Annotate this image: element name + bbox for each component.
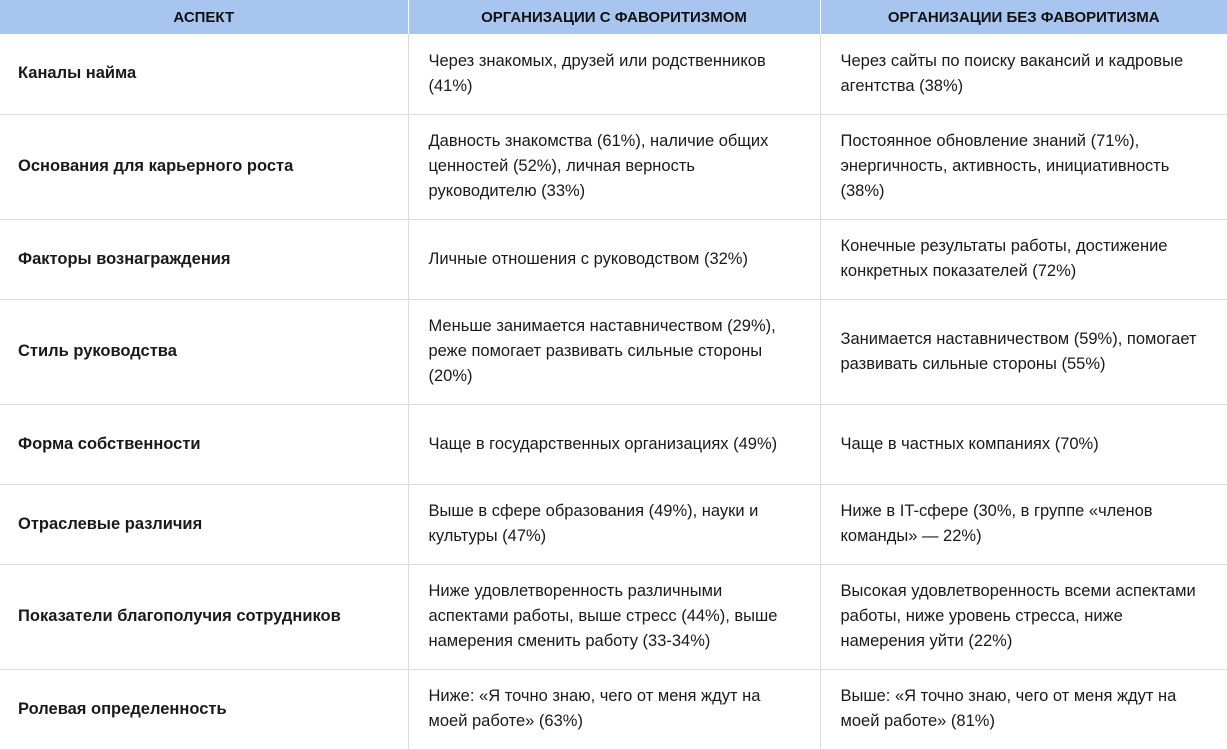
table-row	[0, 114, 1227, 219]
table-row	[0, 299, 1227, 404]
table-row	[0, 484, 1227, 564]
header-with-favoritism: ОРГАНИЗАЦИИ С ФАВОРИТИЗМОМ	[408, 0, 820, 34]
table-row	[0, 34, 1227, 114]
without-favoritism-cell: Высокая удовлетворенность всеми аспектами работы, ниже уровень стресса, ниже намерения уйти (22%)	[820, 564, 1227, 669]
with-favoritism-cell: Личные отношения с руководством (32%)	[408, 219, 820, 299]
without-favoritism-cell: Выше: «Я точно знаю, чего от меня ждут на моей работе» (81%)	[820, 669, 1227, 749]
aspect-cell: Показатели благополучия сотрудников	[0, 564, 408, 669]
without-favoritism-cell: Через сайты по поиску вакансий и кадровые агентства (38%)	[820, 34, 1227, 114]
without-favoritism-cell: Конечные результаты работы, достижение конкретных показателей (72%)	[820, 219, 1227, 299]
header-row	[0, 0, 1227, 34]
aspect-cell: Ролевая определенность	[0, 669, 408, 749]
table-body	[0, 34, 1227, 749]
table-row	[0, 404, 1227, 484]
with-favoritism-cell: Меньше занимается наставничеством (29%), реже помогает развивать сильные стороны (20%)	[408, 299, 820, 404]
with-favoritism-cell: Ниже удовлетворенность различными аспектами работы, выше стресс (44%), выше намерения сменить работу (33-34%)	[408, 564, 820, 669]
without-favoritism-cell: Ниже в IT-сфере (30%, в группе «членов команды» — 22%)	[820, 484, 1227, 564]
aspect-cell: Основания для карьерного роста	[0, 114, 408, 219]
aspect-cell: Каналы найма	[0, 34, 408, 114]
with-favoritism-cell: Давность знакомства (61%), наличие общих ценностей (52%), личная верность руководителю (33%)	[408, 114, 820, 219]
table-header	[0, 0, 1227, 34]
aspect-cell: Форма собственности	[0, 404, 408, 484]
without-favoritism-cell: Занимается наставничеством (59%), помогает развивать сильные стороны (55%)	[820, 299, 1227, 404]
without-favoritism-cell: Чаще в частных компаниях (70%)	[820, 404, 1227, 484]
aspect-cell: Факторы вознаграждения	[0, 219, 408, 299]
table-row	[0, 564, 1227, 669]
aspect-cell: Отраслевые различия	[0, 484, 408, 564]
with-favoritism-cell: Через знакомых, друзей или родственников (41%)	[408, 34, 820, 114]
without-favoritism-cell: Постоянное обновление знаний (71%), энергичность, активность, инициативность (38%)	[820, 114, 1227, 219]
header-without-favoritism: ОРГАНИЗАЦИИ БЕЗ ФАВОРИТИЗМА	[820, 0, 1227, 34]
with-favoritism-cell: Ниже: «Я точно знаю, чего от меня ждут на моей работе» (63%)	[408, 669, 820, 749]
with-favoritism-cell: Чаще в государственных организациях (49%)	[408, 404, 820, 484]
table-row	[0, 219, 1227, 299]
header-aspect: АСПЕКТ	[0, 0, 408, 34]
aspect-cell: Стиль руководства	[0, 299, 408, 404]
table-row	[0, 669, 1227, 749]
with-favoritism-cell: Выше в сфере образования (49%), науки и культуры (47%)	[408, 484, 820, 564]
